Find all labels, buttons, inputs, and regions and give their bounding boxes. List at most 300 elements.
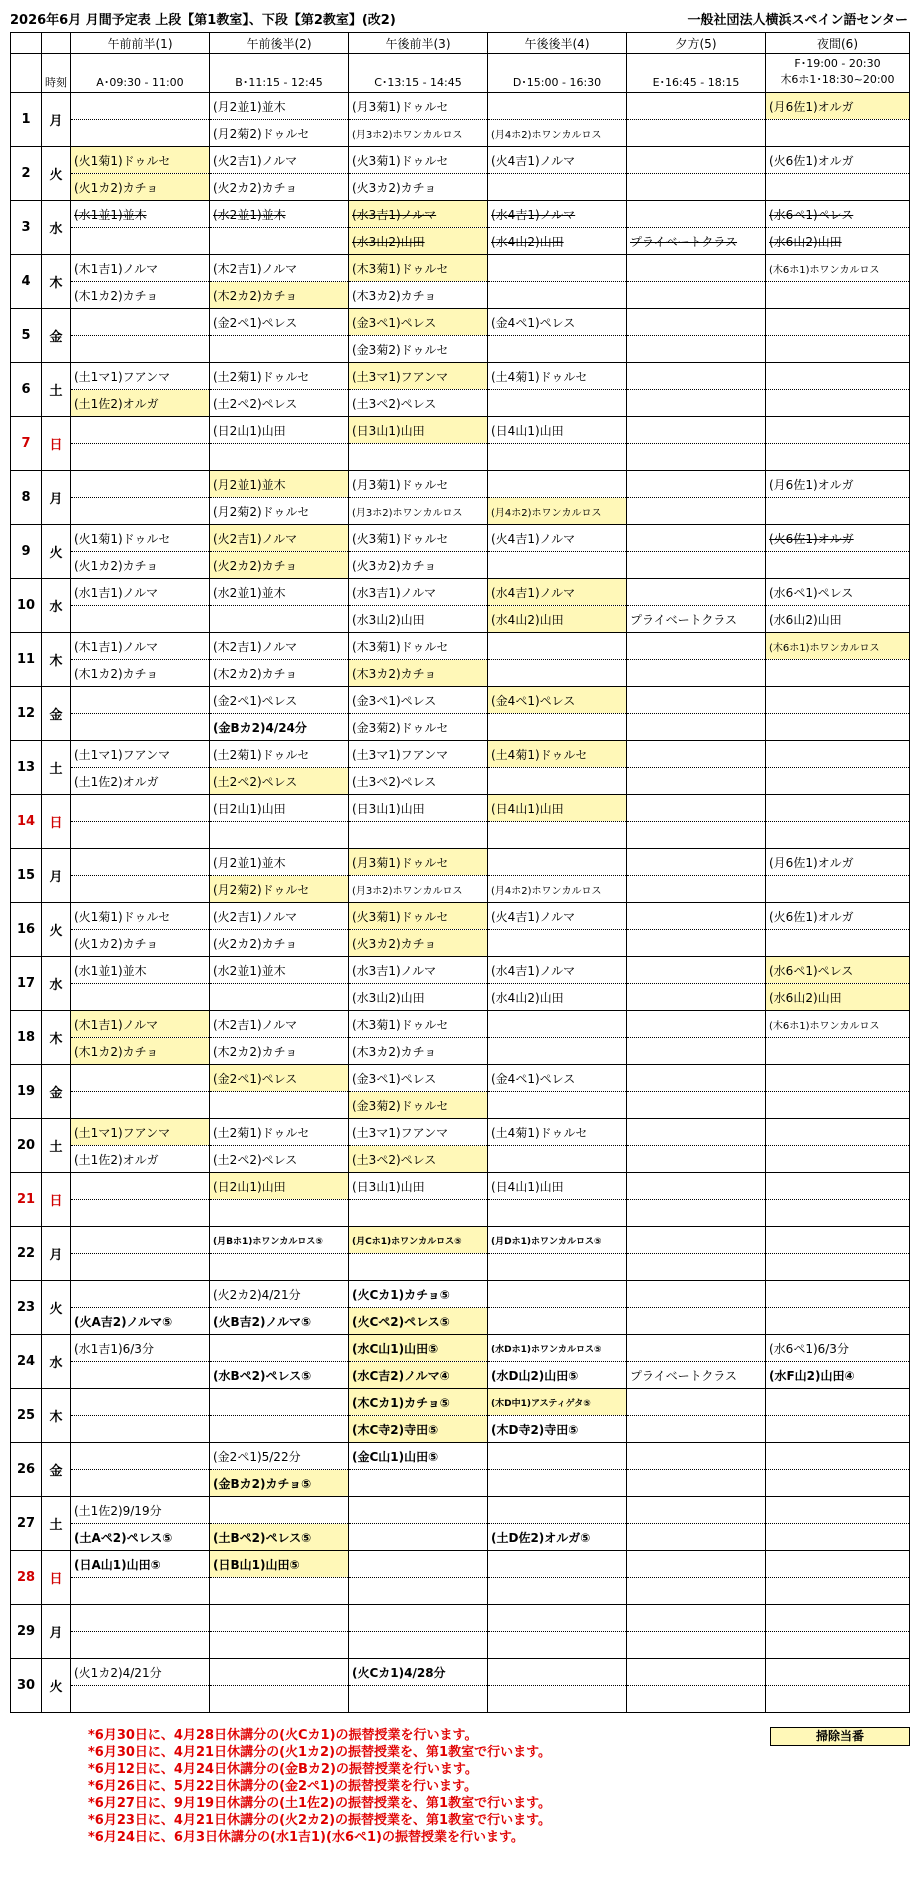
class-slot [766, 1659, 910, 1686]
class-slot [210, 1200, 349, 1227]
weekday: 水 [42, 1335, 71, 1389]
note-line: *6月12日に、4月24日休講分の(金Bカ2)の振替授業を行います。 [88, 1762, 478, 1777]
class-slot: (火3菊1)ドゥルセ [349, 903, 488, 930]
class-slot: (土2ペ2)ペレス [210, 1146, 349, 1173]
class-slot [488, 1281, 627, 1308]
class-slot: (火3カ2)カチョ [349, 174, 488, 201]
class-slot [627, 1011, 766, 1038]
day-row-bot [11, 1416, 910, 1443]
class-slot [488, 1011, 627, 1038]
class-slot: (水F山2)山田④ [766, 1362, 910, 1389]
class-slot [71, 822, 210, 849]
day-row-bot [11, 336, 910, 363]
class-slot: (月6佐1)オルガ [766, 849, 910, 876]
class-slot [627, 930, 766, 957]
day-number: 12 [11, 687, 42, 741]
day-row-bot [11, 390, 910, 417]
class-slot [766, 1119, 910, 1146]
class-slot: (金2ペ1)5/22分 [210, 1443, 349, 1470]
class-slot [488, 1632, 627, 1659]
day-row-bot [11, 1632, 910, 1659]
day-row-top [11, 1443, 910, 1470]
weekday: 月 [42, 1227, 71, 1281]
day-number: 26 [11, 1443, 42, 1497]
class-slot: (火1菊1)ドゥルセ [71, 903, 210, 930]
class-slot: (火Cカ1)カチョ⑤ [349, 1281, 488, 1308]
class-slot [627, 1254, 766, 1281]
day-row-top [11, 363, 910, 390]
class-slot [210, 1686, 349, 1713]
day-row-bot [11, 930, 910, 957]
class-slot: (土D佐2)オルガ⑤ [488, 1524, 627, 1551]
period-label: 夕方(5) [627, 33, 766, 54]
weekday: 月 [42, 1605, 71, 1659]
schedule-body [11, 33, 910, 1713]
class-slot [766, 1524, 910, 1551]
period-time: F･19:00 - 20:30 [794, 57, 881, 70]
class-slot [627, 741, 766, 768]
class-slot: (木2カ2)カチョ [210, 660, 349, 687]
class-slot: (月6佐1)オルガ [766, 471, 910, 498]
weekday: 火 [42, 147, 71, 201]
class-slot [766, 363, 910, 390]
class-slot [349, 1686, 488, 1713]
weekday: 日 [42, 1551, 71, 1605]
class-slot [488, 390, 627, 417]
day-row-bot [11, 876, 910, 903]
class-slot [210, 1605, 349, 1632]
class-slot [627, 768, 766, 795]
class-slot: (日4山1)山田 [488, 417, 627, 444]
class-slot: (土1佐2)オルガ [71, 768, 210, 795]
weekday: 日 [42, 1173, 71, 1227]
day-number: 4 [11, 255, 42, 309]
day-row-bot [11, 1524, 910, 1551]
class-slot [71, 1281, 210, 1308]
weekday: 火 [42, 525, 71, 579]
class-slot [349, 444, 488, 471]
class-slot [627, 309, 766, 336]
class-slot: (水1吉1)6/3分 [71, 1335, 210, 1362]
day-row-top [11, 1065, 910, 1092]
class-slot [71, 1173, 210, 1200]
class-slot [71, 93, 210, 120]
class-slot: (木3菊1)ドゥルセ [349, 1011, 488, 1038]
class-slot: (木1吉1)ノルマ [71, 255, 210, 282]
class-slot: (火4吉1)ノルマ [488, 525, 627, 552]
class-slot [766, 741, 910, 768]
class-slot: (土4菊1)ドゥルセ [488, 363, 627, 390]
schedule-table [10, 32, 910, 1713]
class-slot [766, 552, 910, 579]
class-slot: (水3山2)山田 [349, 228, 488, 255]
weekday: 金 [42, 687, 71, 741]
class-slot: (水3吉1)ノルマ [349, 579, 488, 606]
day-number: 13 [11, 741, 42, 795]
class-slot: (木Cカ1)カチョ⑤ [349, 1389, 488, 1416]
day-number: 24 [11, 1335, 42, 1389]
class-slot [766, 930, 910, 957]
class-slot [210, 822, 349, 849]
weekday: 月 [42, 471, 71, 525]
class-slot [627, 903, 766, 930]
class-slot [488, 1578, 627, 1605]
note-line: *6月24日に、6月3日休講分の(水1吉1)(水6ペ1)の振替授業を行います。 [88, 1830, 524, 1845]
day-number: 27 [11, 1497, 42, 1551]
class-slot: (水4山2)山田 [488, 984, 627, 1011]
class-slot [488, 1038, 627, 1065]
class-slot [349, 1254, 488, 1281]
class-slot [488, 1443, 627, 1470]
day-number: 5 [11, 309, 42, 363]
class-slot [71, 1389, 210, 1416]
class-slot: (月3ホ2)ホワンカルロス [349, 120, 488, 147]
class-slot: (土2菊1)ドゥルセ [210, 1119, 349, 1146]
day-row-top [11, 147, 910, 174]
cleaning-duty-label: 掃除当番 [770, 1727, 910, 1746]
class-slot: (水Dホ1)ホワンカルロス⑤ [488, 1335, 627, 1362]
class-slot [766, 1281, 910, 1308]
day-row-top [11, 1173, 910, 1200]
class-slot [71, 120, 210, 147]
day-row-bot [11, 282, 910, 309]
day-row-top [11, 849, 910, 876]
class-slot [766, 1254, 910, 1281]
header-blank [11, 33, 42, 54]
class-slot: (土4菊1)ドゥルセ [488, 1119, 627, 1146]
class-slot: (火6佐1)オルガ [766, 903, 910, 930]
class-slot [71, 1065, 210, 1092]
day-number: 10 [11, 579, 42, 633]
class-slot: (金2ペ1)ペレス [210, 687, 349, 714]
day-row-top [11, 525, 910, 552]
class-slot [71, 849, 210, 876]
class-slot [488, 1200, 627, 1227]
weekday: 金 [42, 309, 71, 363]
class-slot [210, 228, 349, 255]
class-slot: (月Cホ1)ホワンカルロス⑤ [349, 1227, 488, 1254]
class-slot: (木3カ2)カチョ [349, 660, 488, 687]
class-slot [766, 1632, 910, 1659]
class-slot [627, 957, 766, 984]
class-slot: (火Cペ2)ペレス⑤ [349, 1308, 488, 1335]
class-slot: (水3吉1)ノルマ [349, 957, 488, 984]
class-slot [766, 1227, 910, 1254]
page-header [10, 6, 908, 30]
class-slot [766, 417, 910, 444]
header-blank [42, 33, 71, 54]
day-row-top [11, 1335, 910, 1362]
class-slot: (金3菊2)ドゥルセ [349, 714, 488, 741]
day-row-top [11, 687, 910, 714]
day-row-bot [11, 1038, 910, 1065]
day-row-bot [11, 120, 910, 147]
class-slot: (土3マ1)フアンマ [349, 363, 488, 390]
class-slot [627, 579, 766, 606]
weekday: 土 [42, 363, 71, 417]
class-slot [627, 795, 766, 822]
class-slot: (木1カ2)カチョ [71, 660, 210, 687]
day-row-top [11, 1497, 910, 1524]
class-slot: (月3菊1)ドゥルセ [349, 849, 488, 876]
notes-list [88, 1727, 748, 1846]
day-row-bot [11, 228, 910, 255]
class-slot: (木3菊1)ドゥルセ [349, 633, 488, 660]
class-slot [71, 1605, 210, 1632]
weekday: 土 [42, 1119, 71, 1173]
class-slot: (月2並1)並木 [210, 849, 349, 876]
class-slot: (金Bカ2)4/24分 [210, 714, 349, 741]
class-slot [766, 444, 910, 471]
weekday: 水 [42, 579, 71, 633]
class-slot [766, 876, 910, 903]
class-slot: (水6ペ1)6/3分 [766, 1335, 910, 1362]
day-number: 21 [11, 1173, 42, 1227]
class-slot: (金3ペ1)ペレス [349, 309, 488, 336]
class-slot [627, 849, 766, 876]
class-slot: (日4山1)山田 [488, 795, 627, 822]
day-row-top [11, 903, 910, 930]
class-slot: (火4吉1)ノルマ [488, 147, 627, 174]
day-number: 9 [11, 525, 42, 579]
class-slot [627, 1227, 766, 1254]
class-slot [71, 309, 210, 336]
class-slot: (日3山1)山田 [349, 417, 488, 444]
class-slot [488, 768, 627, 795]
day-row-bot [11, 1254, 910, 1281]
day-row-bot [11, 768, 910, 795]
class-slot: (日3山1)山田 [349, 1173, 488, 1200]
class-slot: (金3菊2)ドゥルセ [349, 1092, 488, 1119]
class-slot [627, 822, 766, 849]
weekday: 日 [42, 795, 71, 849]
class-slot [210, 1335, 349, 1362]
class-slot: (木2吉1)ノルマ [210, 1011, 349, 1038]
class-slot: (月2菊2)ドゥルセ [210, 498, 349, 525]
class-slot [627, 1443, 766, 1470]
class-slot: (金4ペ1)ペレス [488, 1065, 627, 1092]
class-slot: (火3菊1)ドゥルセ [349, 147, 488, 174]
class-slot [766, 282, 910, 309]
class-slot [488, 471, 627, 498]
class-slot [210, 444, 349, 471]
class-slot [488, 552, 627, 579]
class-slot: (水6ペ1)ペレス [766, 579, 910, 606]
day-row-top [11, 471, 910, 498]
class-slot [766, 498, 910, 525]
class-slot: (土4菊1)ドゥルセ [488, 741, 627, 768]
class-slot [71, 984, 210, 1011]
class-slot [627, 633, 766, 660]
class-slot: (日2山1)山田 [210, 417, 349, 444]
class-slot: (日3山1)山田 [349, 795, 488, 822]
note-line: *6月30日に、4月28日休講分の(火Cカ1)の振替授業を行います。 [88, 1728, 478, 1743]
day-number: 19 [11, 1065, 42, 1119]
class-slot [71, 417, 210, 444]
class-slot: (火1菊1)ドゥルセ [71, 525, 210, 552]
day-number: 22 [11, 1227, 42, 1281]
day-row-top [11, 255, 910, 282]
class-slot: (水4吉1)ノルマ [488, 579, 627, 606]
period-time: C･13:15 - 14:45 [349, 54, 488, 93]
class-slot [766, 795, 910, 822]
class-slot [627, 552, 766, 579]
day-row-bot [11, 606, 910, 633]
class-slot: (水6ペ1)ペレス [766, 957, 910, 984]
weekday: 日 [42, 417, 71, 471]
class-slot [766, 1389, 910, 1416]
class-slot: (月Bホ1)ホワンカルロス⑤ [210, 1227, 349, 1254]
class-slot: (木D中1)アスティゲタ⑤ [488, 1389, 627, 1416]
class-slot: (木6ホ1)ホワンカルロス [766, 255, 910, 282]
class-slot: (金3菊2)ドゥルセ [349, 336, 488, 363]
class-slot [766, 1173, 910, 1200]
class-slot: (火3菊1)ドゥルセ [349, 525, 488, 552]
day-number: 23 [11, 1281, 42, 1335]
class-slot: (土3ペ2)ペレス [349, 390, 488, 417]
day-row-bot [11, 552, 910, 579]
class-slot [627, 1389, 766, 1416]
class-slot [627, 1605, 766, 1632]
class-slot: (土2菊1)ドゥルセ [210, 741, 349, 768]
class-slot [627, 1686, 766, 1713]
class-slot [488, 1659, 627, 1686]
weekday: 火 [42, 1281, 71, 1335]
note-line: *6月30日に、4月21日休講分の(火1カ2)の振替授業を、第1教室で行います。 [88, 1745, 552, 1760]
day-number: 6 [11, 363, 42, 417]
class-slot [71, 606, 210, 633]
class-slot: (金4ペ1)ペレス [488, 309, 627, 336]
class-slot: (土1マ1)フアンマ [71, 1119, 210, 1146]
class-slot [766, 120, 910, 147]
day-row-top [11, 201, 910, 228]
class-slot [488, 1470, 627, 1497]
class-slot [766, 687, 910, 714]
class-slot [349, 1497, 488, 1524]
class-slot: プライベートクラス [627, 1362, 766, 1389]
class-slot [766, 1470, 910, 1497]
class-slot: (木C寺2)寺田⑤ [349, 1416, 488, 1443]
class-slot [349, 1578, 488, 1605]
class-slot: (水6ペ1)ペレス [766, 201, 910, 228]
class-slot [766, 1578, 910, 1605]
class-slot [488, 282, 627, 309]
class-slot: (水4山2)山田 [488, 228, 627, 255]
class-slot: (月2菊2)ドゥルセ [210, 120, 349, 147]
class-slot [71, 1470, 210, 1497]
class-slot [71, 1092, 210, 1119]
weekday: 木 [42, 633, 71, 687]
class-slot: (水C吉2)ノルマ④ [349, 1362, 488, 1389]
class-slot [627, 876, 766, 903]
day-row-bot [11, 1308, 910, 1335]
class-slot [71, 444, 210, 471]
class-slot: (土1マ1)フアンマ [71, 363, 210, 390]
day-number: 17 [11, 957, 42, 1011]
class-slot: (火2吉1)ノルマ [210, 525, 349, 552]
class-slot [488, 1686, 627, 1713]
class-slot [627, 687, 766, 714]
class-slot [766, 1416, 910, 1443]
class-slot [488, 1092, 627, 1119]
class-slot: (土3ペ2)ペレス [349, 1146, 488, 1173]
class-slot: (木D寺2)寺田⑤ [488, 1416, 627, 1443]
class-slot: (金2ペ1)ペレス [210, 309, 349, 336]
day-row-top [11, 1119, 910, 1146]
class-slot [71, 1362, 210, 1389]
class-slot [488, 930, 627, 957]
class-slot [766, 714, 910, 741]
class-slot: (火2カ2)カチョ [210, 930, 349, 957]
day-row-bot [11, 1578, 910, 1605]
class-slot [71, 714, 210, 741]
class-slot: (火1カ2)カチョ [71, 552, 210, 579]
class-slot [71, 498, 210, 525]
class-slot: (水2並1)並木 [210, 201, 349, 228]
class-slot [627, 1146, 766, 1173]
class-slot: (火2カ2)カチョ [210, 552, 349, 579]
class-slot: (土Bペ2)ペレス⑤ [210, 1524, 349, 1551]
period-label: 午前前半(1) [71, 33, 210, 54]
class-slot [71, 876, 210, 903]
class-slot [766, 1551, 910, 1578]
class-slot [766, 1092, 910, 1119]
class-slot [627, 417, 766, 444]
class-slot: (月4ホ2)ホワンカルロス [488, 876, 627, 903]
class-slot: (火2カ2)4/21分 [210, 1281, 349, 1308]
class-slot: (月2並1)並木 [210, 471, 349, 498]
class-slot [627, 282, 766, 309]
class-slot [627, 1659, 766, 1686]
day-row-top [11, 1605, 910, 1632]
class-slot [349, 822, 488, 849]
class-slot: (土1佐2)オルガ [71, 390, 210, 417]
day-row-bot [11, 984, 910, 1011]
time-header-row [11, 54, 910, 93]
class-slot: (木2吉1)ノルマ [210, 255, 349, 282]
class-slot [488, 1146, 627, 1173]
class-slot: プライベートクラス [627, 606, 766, 633]
class-slot [766, 1200, 910, 1227]
class-slot [627, 1416, 766, 1443]
class-slot: (水6山2)山田 [766, 606, 910, 633]
day-row-top [11, 1551, 910, 1578]
class-slot [627, 498, 766, 525]
class-slot [71, 1443, 210, 1470]
class-slot [488, 633, 627, 660]
class-slot: (木1吉1)ノルマ [71, 1011, 210, 1038]
class-slot [627, 1281, 766, 1308]
class-slot: (木6ホ1)ホワンカルロス [766, 633, 910, 660]
class-slot: (土2ペ2)ペレス [210, 390, 349, 417]
class-slot [627, 714, 766, 741]
class-slot: (水2並1)並木 [210, 957, 349, 984]
day-number: 20 [11, 1119, 42, 1173]
class-slot: (土1マ1)フアンマ [71, 741, 210, 768]
class-slot: (日B山1)山田⑤ [210, 1551, 349, 1578]
day-row-top [11, 93, 910, 120]
day-number: 7 [11, 417, 42, 471]
class-slot [210, 1632, 349, 1659]
class-slot [766, 174, 910, 201]
day-number: 11 [11, 633, 42, 687]
class-slot [627, 1065, 766, 1092]
class-slot: (月3ホ2)ホワンカルロス [349, 876, 488, 903]
class-slot: (火6佐1)オルガ [766, 147, 910, 174]
note-line: *6月23日に、4月21日休講分の(火2カ2)の振替授業を、第1教室で行います。 [88, 1813, 552, 1828]
day-row-top [11, 1659, 910, 1686]
class-slot [627, 201, 766, 228]
